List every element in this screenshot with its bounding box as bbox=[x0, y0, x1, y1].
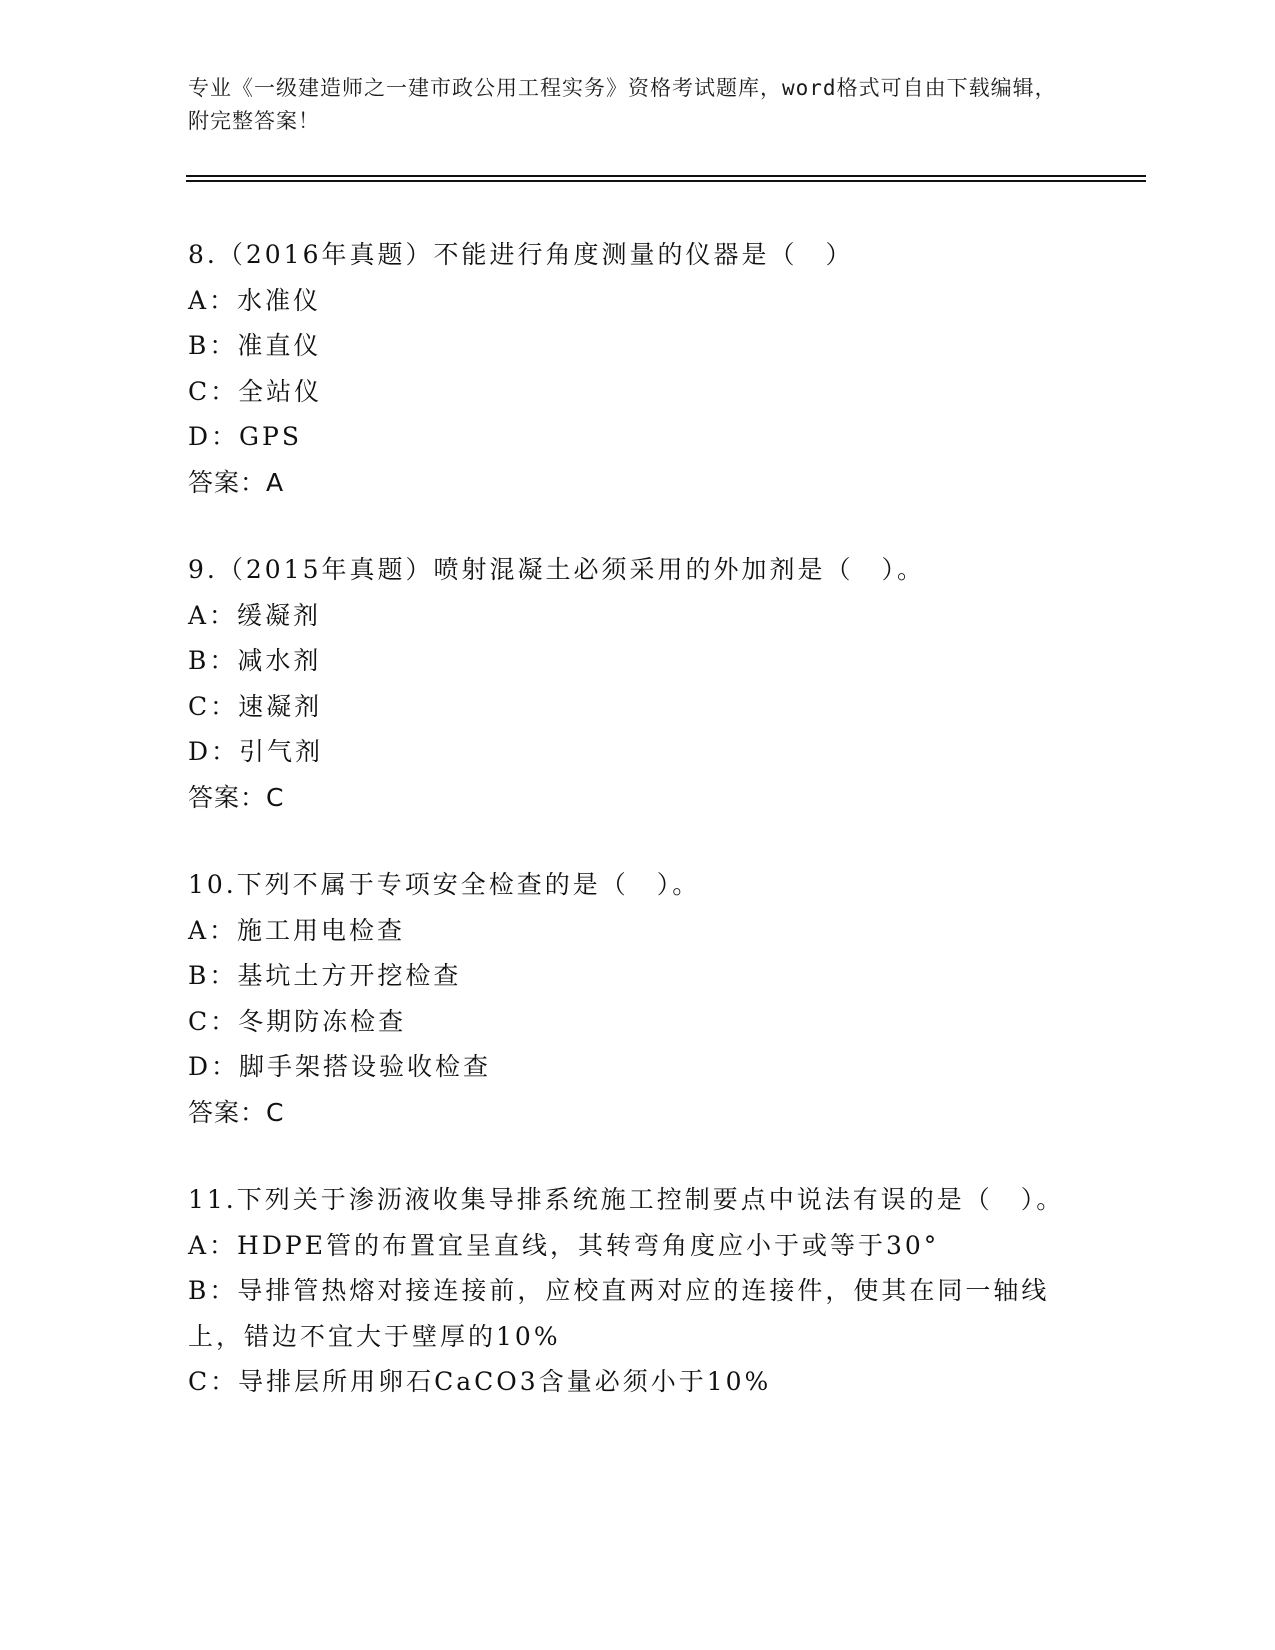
question-list bbox=[188, 232, 1088, 1447]
question-stem: 8.（2016年真题）不能进行角度测量的仪器是（ ） bbox=[188, 240, 854, 269]
question-11 bbox=[188, 1177, 1088, 1405]
option-d: D：脚手架搭设验收检查 bbox=[188, 1052, 492, 1081]
question-8 bbox=[188, 232, 1088, 505]
document-header: 专业《一级建造师之一建市政公用工程实务》资格考试题库，word格式可自由下载编辑，附完整答案！ bbox=[188, 76, 1057, 133]
answer-line: 答案：C bbox=[188, 1097, 285, 1127]
answer-line: 答案：A bbox=[188, 467, 285, 497]
option-d: D：GPS bbox=[188, 422, 302, 451]
header-divider-bottom bbox=[186, 180, 1146, 182]
answer-line: 答案：C bbox=[188, 782, 285, 812]
option-d: D：引气剂 bbox=[188, 737, 324, 766]
option-a: A：施工用电检查 bbox=[188, 915, 406, 945]
question-stem: 9.（2015年真题）喷射混凝土必须采用的外加剂是（ ）。 bbox=[188, 555, 925, 584]
option-a: A：水准仪 bbox=[188, 285, 322, 315]
option-c: C：导排层所用卵石CaCO3含量必须小于10% bbox=[188, 1367, 772, 1396]
option-c: C：全站仪 bbox=[188, 376, 323, 406]
option-b: B：减水剂 bbox=[188, 646, 322, 675]
option-c: C：冬期防冻检查 bbox=[188, 1006, 407, 1036]
question-stem: 10.下列不属于专项安全检查的是（ ）。 bbox=[188, 870, 701, 899]
option-b: B：导排管热熔对接连接前，应校直两对应的连接件，使其在同一轴线上，错边不宜大于壁厚的10% bbox=[188, 1276, 1050, 1351]
question-stem: 11.下列关于渗沥液收集导排系统施工控制要点中说法有误的是（ ）。 bbox=[188, 1185, 1065, 1214]
option-a: A：HDPE管的布置宜呈直线，其转弯角度应小于或等于30° bbox=[188, 1230, 940, 1260]
option-b: B：准直仪 bbox=[188, 331, 322, 360]
question-9 bbox=[188, 547, 1088, 820]
header-divider-top bbox=[186, 175, 1146, 177]
option-a: A：缓凝剂 bbox=[188, 600, 322, 630]
question-10 bbox=[188, 862, 1088, 1135]
option-b: B：基坑土方开挖检查 bbox=[188, 961, 462, 990]
option-c: C：速凝剂 bbox=[188, 691, 323, 721]
